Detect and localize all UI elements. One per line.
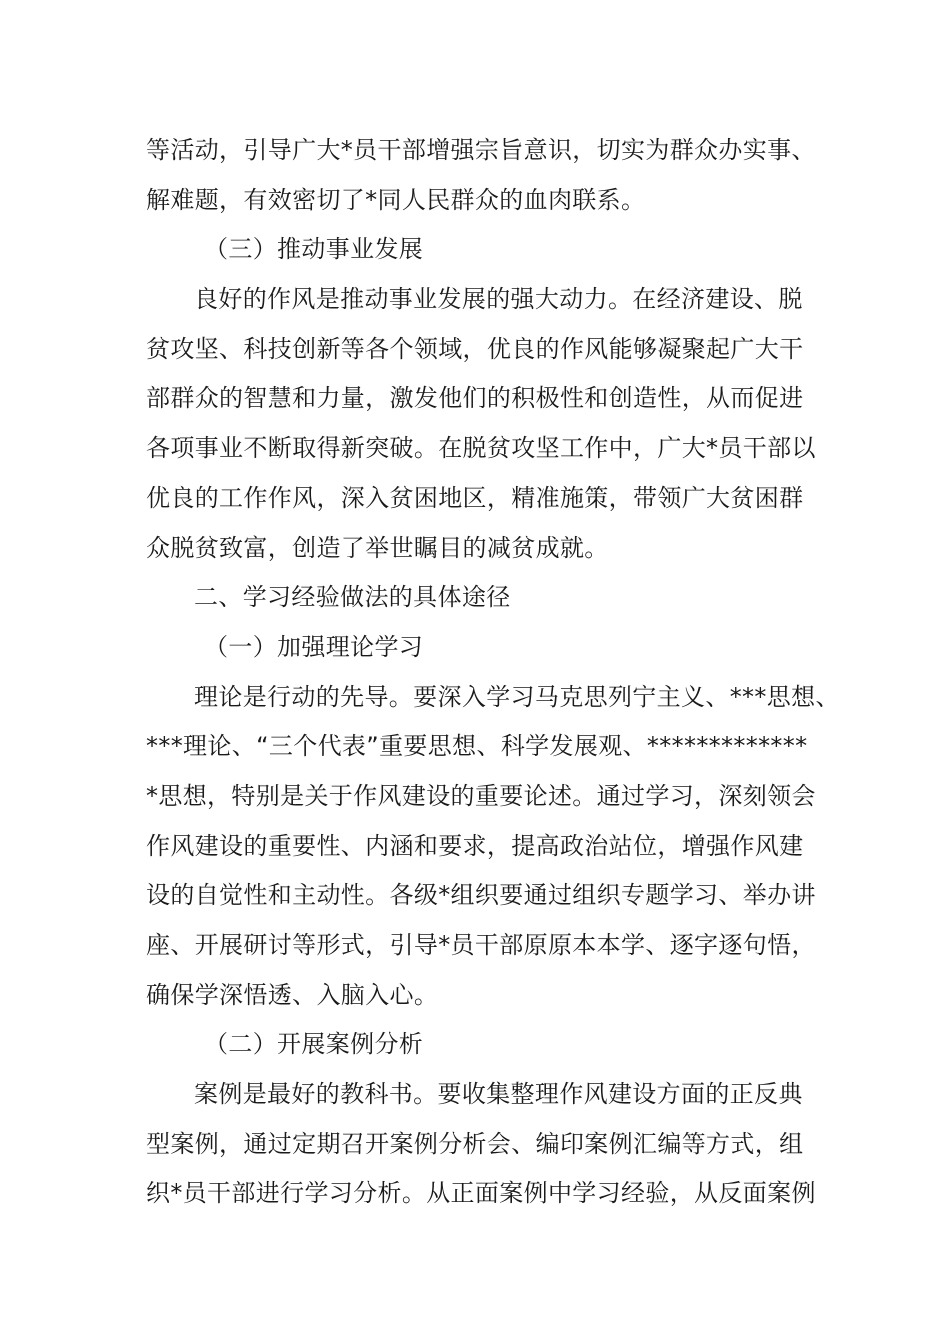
text-line: 设的自觉性和主动性。各级*组织要通过组织专题学习、举办讲 <box>146 881 816 910</box>
text-line: 解难题，有效密切了*同人民群众的血肉联系。 <box>146 185 646 214</box>
chapter-heading: 二、学习经验做法的具体途径 <box>194 583 511 612</box>
text-line: 织*员干部进行学习分析。从正面案例中学习经验，从反面案例 <box>146 1179 816 1208</box>
text-line: ***理论、“三个代表”重要思想、科学发展观、************* <box>146 732 808 761</box>
text-line: 型案例，通过定期召开案例分析会、编印案例汇编等方式，组 <box>146 1129 804 1158</box>
document-body <box>146 126 840 1219</box>
text-line: 各项事业不断取得新突破。在脱贫攻坚工作中，广大*员干部以 <box>146 434 816 463</box>
text-line: 作风建设的重要性、内涵和要求，提高政治站位，增强作风建 <box>146 831 804 860</box>
section-heading: （一）加强理论学习 <box>204 632 424 661</box>
text-line: 优良的工作作风，深入贫困地区，精准施策，带领广大贫困群 <box>146 483 804 512</box>
text-line: *思想，特别是关于作风建设的重要论述。通过学习，深刻领会 <box>146 781 816 810</box>
paragraph-first-line: 良好的作风是推动事业发展的强大动力。在经济建设、脱 <box>194 285 803 314</box>
text-line: 贫攻坚、科技创新等各个领域，优良的作风能够凝聚起广大干 <box>146 334 804 363</box>
section-heading: （二）开展案例分析 <box>204 1030 424 1059</box>
section-heading: （三）推动事业发展 <box>204 235 424 264</box>
paragraph-first-line: 理论是行动的先导。要深入学习马克思列宁主义、***思想、 <box>194 682 840 711</box>
text-line: 等活动，引导广大*员干部增强宗旨意识，切实为群众办实事、 <box>146 136 816 164</box>
text-line: 确保学深悟透、入脑入心。 <box>146 980 439 1009</box>
text-line: 部群众的智慧和力量，激发他们的积极性和创造性，从而促进 <box>146 384 804 413</box>
paragraph-first-line: 案例是最好的教科书。要收集整理作风建设方面的正反典 <box>194 1080 803 1109</box>
text-line: 众脱贫致富，创造了举世瞩目的减贫成就。 <box>146 533 609 562</box>
text-line: 座、开展研讨等形式，引导*员干部原原本本学、逐字逐句悟， <box>146 931 816 959</box>
